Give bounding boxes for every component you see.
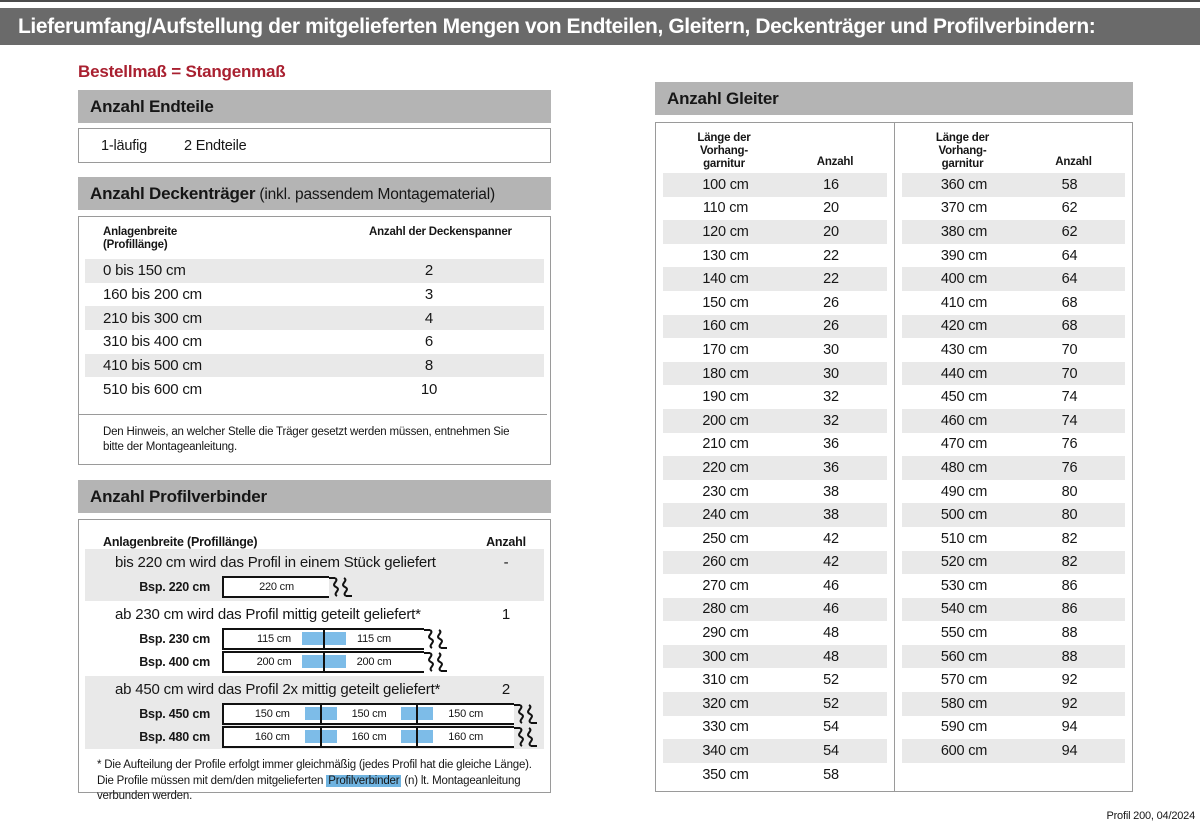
table-row (663, 645, 887, 669)
length-cell: 350 cm (702, 766, 749, 783)
count-cell: 20 (823, 223, 839, 240)
subtitle: Bestellmaß = Stangenmaß (78, 62, 286, 81)
count-cell: 52 (823, 672, 839, 689)
length-cell: 250 cm (702, 530, 749, 547)
count-cell: 30 (823, 341, 839, 358)
table-row (902, 433, 1126, 457)
group-count: 2 (501, 680, 511, 698)
length-cell: 200 cm (702, 412, 749, 429)
count-cell: 3 (424, 286, 434, 304)
column-header-anzahl: Anzahl (1055, 156, 1092, 168)
segment-label: 150 cm (254, 707, 290, 720)
count-cell: 48 (823, 625, 839, 642)
range-cell: 510 bis 600 cm (103, 380, 202, 398)
segment-label: 160 cm (254, 730, 290, 743)
count-cell: 30 (823, 365, 839, 382)
segment-label: 150 cm (351, 707, 387, 720)
example-row (85, 575, 544, 598)
length-cell: 500 cm (940, 507, 988, 524)
table-row (663, 362, 887, 386)
length-cell: 440 cm (940, 365, 988, 382)
count-cell: 88 (1061, 625, 1078, 642)
section-header-profilverbinder (78, 480, 551, 513)
length-cell: 130 cm (702, 247, 749, 264)
gleiter-table (655, 122, 1133, 792)
table-row (902, 456, 1126, 480)
length-cell: 310 cm (702, 672, 749, 689)
profilverbinder-group-2 (85, 601, 544, 673)
count-cell: 58 (1061, 176, 1078, 193)
length-cell: 540 cm (940, 601, 988, 618)
deckentraeger-rows (85, 259, 544, 401)
table-row (663, 692, 887, 716)
table-row (663, 598, 887, 622)
length-cell: 380 cm (940, 223, 988, 240)
page-title: Lieferumfang/Aufstellung der mitgelieferten Mengen von Endteilen, Gleitern, Deckenträger und Profilverbindern: (18, 15, 1096, 38)
group-count: 1 (501, 605, 511, 623)
profile-diagram (222, 576, 329, 598)
table-row (85, 283, 544, 307)
table-row (902, 197, 1126, 221)
gleiter-header-left (656, 123, 894, 173)
count-cell: 6 (424, 333, 434, 351)
segment-label: 150 cm (448, 707, 484, 720)
table-row (902, 598, 1126, 622)
example-row (85, 725, 544, 748)
count-cell: 64 (1061, 271, 1078, 288)
count-cell: 32 (823, 389, 839, 406)
length-cell: 480 cm (940, 459, 988, 476)
table-row (902, 480, 1126, 504)
table-row (902, 291, 1126, 315)
count-cell: 4 (424, 309, 434, 327)
section-header-deckentraeger (78, 177, 551, 210)
count-cell: 68 (1061, 318, 1078, 335)
profile-break-icon (424, 651, 447, 673)
table-row (902, 716, 1126, 740)
count-cell: 58 (823, 766, 839, 783)
length-cell: 290 cm (702, 625, 749, 642)
count-cell: 70 (1061, 365, 1078, 382)
length-cell: 340 cm (702, 743, 749, 760)
section-header-gleiter-label: Anzahl Gleiter (667, 89, 779, 108)
table-row (663, 315, 887, 339)
count-cell: 80 (1061, 483, 1078, 500)
column-header-anzahl: Anzahl (816, 156, 854, 168)
table-row (902, 621, 1126, 645)
count-cell: 70 (1061, 341, 1078, 358)
length-cell: 110 cm (702, 200, 749, 217)
gleiter-header-right (895, 123, 1133, 173)
range-cell: 310 bis 400 cm (103, 333, 202, 351)
table-row (902, 551, 1126, 575)
deckentraeger-table-header (79, 217, 550, 256)
connector-icon (305, 705, 337, 723)
table-row (902, 527, 1126, 551)
table-row (663, 338, 887, 362)
profilverbinder-footnote: * Die Aufteilung der Profile erfolgt immer gleichmäßig (jedes Profil hat die gleiche Länge). Die Profile müssen mit dem/den mitgelieferten Profilverbinder (n) lt. Montageanleitung verbunden werden. (97, 759, 532, 802)
length-cell: 180 cm (702, 365, 749, 382)
segment-label: 200 cm (356, 655, 392, 668)
length-cell: 220 cm (702, 459, 749, 476)
table-row (902, 409, 1126, 433)
count-cell: 62 (1061, 223, 1078, 240)
count-cell: 76 (1061, 436, 1078, 453)
section-header-profilverbinder-label: Anzahl Profilverbinder (90, 487, 267, 506)
length-cell: 320 cm (702, 695, 749, 712)
group-text: ab 450 cm wird das Profil 2x mittig geteilt geliefert* (115, 680, 441, 698)
length-cell: 580 cm (940, 695, 988, 712)
length-cell: 590 cm (940, 719, 988, 736)
highlighted-term: Profilverbinder (328, 774, 400, 787)
table-row (663, 739, 887, 763)
table-row (902, 574, 1126, 598)
count-cell: 46 (823, 601, 839, 618)
length-cell: 270 cm (702, 577, 749, 594)
table-row (85, 354, 544, 378)
count-cell: 32 (823, 412, 839, 429)
length-cell: 460 cm (940, 412, 988, 429)
count-cell: 62 (1061, 200, 1078, 217)
group-count: - (503, 553, 509, 571)
column-header-anlagenbreite: Anlagenbreite (Profillänge) (103, 535, 258, 549)
table-row (663, 480, 887, 504)
section-header-deckentraeger-suffix: (inkl. passendem Montagematerial) (255, 186, 495, 203)
example-label: Bsp. 480 cm (139, 729, 210, 744)
profile-break-icon (514, 726, 537, 748)
count-cell: 36 (823, 459, 839, 476)
range-cell: 210 bis 300 cm (103, 309, 202, 327)
profile-diagram (222, 726, 514, 748)
column-header-deckenspanner: Anzahl der Deckenspanner (369, 226, 512, 238)
profilverbinder-table (78, 519, 551, 802)
length-cell: 260 cm (702, 554, 749, 571)
count-cell: 38 (823, 507, 839, 524)
table-row (902, 244, 1126, 268)
section-header-endteile (78, 90, 551, 123)
count-cell: 94 (1061, 719, 1078, 736)
deckentraeger-note: Den Hinweis, an welcher Stelle die Träger gesetzt werden müssen, entnehmen Sie bitte der Montageanleitung. (79, 414, 547, 455)
connector-icon (401, 705, 433, 723)
connector-icon (302, 630, 346, 648)
profilverbinder-group-1 (85, 549, 544, 601)
length-cell: 550 cm (940, 625, 988, 642)
profile-break-icon (329, 576, 352, 598)
document-footer: Profil 200, 04/2024 (1106, 810, 1195, 822)
table-row (902, 385, 1126, 409)
length-cell: 370 cm (940, 200, 988, 217)
example-label: Bsp. 400 cm (139, 654, 210, 669)
length-cell: 100 cm (702, 176, 749, 193)
count-cell: 38 (823, 483, 839, 500)
length-cell: 360 cm (940, 176, 988, 193)
table-row (902, 267, 1126, 291)
length-cell: 390 cm (940, 247, 988, 264)
profile-break-icon (514, 703, 537, 725)
range-cell: 410 bis 500 cm (103, 357, 202, 375)
example-row (85, 650, 544, 673)
length-cell: 240 cm (702, 507, 749, 524)
length-cell: 230 cm (702, 483, 749, 500)
count-cell: 64 (1061, 247, 1078, 264)
length-cell: 410 cm (940, 294, 988, 311)
page-top-rule (0, 0, 1200, 2)
count-cell: 8 (424, 357, 434, 375)
length-cell: 330 cm (702, 719, 749, 736)
profile-diagram (222, 651, 424, 673)
table-row (663, 574, 887, 598)
group-text: bis 220 cm wird das Profil in einem Stück geliefert (115, 553, 436, 571)
count-cell: 94 (1061, 743, 1078, 760)
count-cell: 36 (823, 436, 839, 453)
table-row (902, 692, 1126, 716)
count-cell: 26 (823, 294, 839, 311)
table-row (663, 433, 887, 457)
example-label: Bsp. 450 cm (139, 706, 210, 721)
table-row (663, 527, 887, 551)
section-header-endteile-label: Anzahl Endteile (90, 97, 214, 116)
profile-diagram (222, 628, 424, 650)
table-row (663, 291, 887, 315)
table-row (663, 409, 887, 433)
table-row (902, 338, 1126, 362)
example-label: Bsp. 220 cm (139, 579, 210, 594)
table-row (663, 456, 887, 480)
connector-icon (302, 653, 346, 671)
count-cell: 54 (823, 719, 839, 736)
segment-label: 220 cm (259, 580, 294, 593)
table-row (663, 173, 887, 197)
table-row (902, 503, 1126, 527)
table-row (902, 362, 1126, 386)
count-cell: 26 (823, 318, 839, 335)
segment-label: 115 cm (256, 632, 292, 645)
range-cell: 0 bis 150 cm (103, 262, 186, 280)
table-row (902, 173, 1126, 197)
table-row (663, 244, 887, 268)
section-header-gleiter (655, 82, 1133, 115)
length-cell: 300 cm (702, 648, 749, 665)
segment-label: 160 cm (351, 730, 387, 743)
count-cell: 80 (1061, 507, 1078, 524)
range-cell: 160 bis 200 cm (103, 286, 202, 304)
example-row (85, 627, 544, 650)
count-cell: 42 (823, 530, 839, 547)
count-cell: 68 (1061, 294, 1078, 311)
length-cell: 120 cm (702, 223, 749, 240)
length-cell: 170 cm (702, 341, 749, 358)
example-label: Bsp. 230 cm (139, 631, 210, 646)
profilverbinder-table-header (79, 520, 550, 549)
table-row (85, 306, 544, 330)
table-row (663, 621, 887, 645)
count-cell: 20 (823, 200, 839, 217)
count-cell: 48 (823, 648, 839, 665)
endteile-count-cell: 2 Endteile (184, 137, 247, 154)
count-cell: 92 (1061, 672, 1078, 689)
count-cell: 10 (420, 380, 438, 398)
length-cell: 470 cm (940, 436, 988, 453)
count-cell: 16 (823, 176, 839, 193)
table-row (902, 645, 1126, 669)
length-cell: 560 cm (940, 648, 988, 665)
gleiter-rows-left (656, 173, 894, 786)
length-cell: 430 cm (940, 341, 988, 358)
length-cell: 520 cm (940, 554, 988, 571)
count-cell: 92 (1061, 695, 1078, 712)
column-header-anlagenbreite: Anlagenbreite (Profillänge) (103, 226, 178, 251)
endteile-type-cell: 1-läufig (101, 137, 147, 154)
length-cell: 530 cm (940, 577, 988, 594)
table-row (663, 220, 887, 244)
segment-label: 200 cm (256, 655, 292, 668)
table-row (85, 377, 544, 401)
length-cell: 490 cm (940, 483, 988, 500)
group-text: ab 230 cm wird das Profil mittig geteilt geliefert* (115, 605, 421, 623)
table-row (663, 716, 887, 740)
length-cell: 600 cm (940, 743, 988, 760)
length-cell: 160 cm (702, 318, 749, 335)
count-cell: 2 (424, 262, 434, 280)
gleiter-table-left (656, 123, 894, 791)
connector-icon (305, 728, 337, 746)
profile-diagram (222, 703, 514, 725)
table-row (663, 551, 887, 575)
table-row (663, 668, 887, 692)
column-header-laenge: Länge der Vorhang- garnitur (935, 132, 990, 170)
count-cell: 22 (823, 247, 839, 264)
table-row (663, 763, 887, 787)
length-cell: 450 cm (940, 389, 988, 406)
deckentraeger-table (78, 216, 551, 465)
segment-label: 115 cm (356, 632, 392, 645)
profile-break-icon (424, 628, 447, 650)
table-row (902, 739, 1126, 763)
gleiter-table-right (894, 123, 1133, 791)
count-cell: 82 (1061, 554, 1078, 571)
connector-icon (401, 728, 433, 746)
profilverbinder-group-3 (85, 676, 544, 749)
table-row (663, 385, 887, 409)
count-cell: 46 (823, 577, 839, 594)
column-header-laenge: Länge der Vorhang- garnitur (697, 132, 751, 170)
example-row (85, 702, 544, 725)
count-cell: 74 (1061, 389, 1078, 406)
length-cell: 280 cm (702, 601, 749, 618)
table-row (663, 197, 887, 221)
endteile-table (78, 128, 551, 163)
count-cell: 86 (1061, 577, 1078, 594)
count-cell: 86 (1061, 601, 1078, 618)
count-cell: 88 (1061, 648, 1078, 665)
segment-label: 160 cm (448, 730, 484, 743)
title-bar (0, 8, 1200, 45)
column-header-anzahl: Anzahl (486, 535, 526, 549)
length-cell: 400 cm (940, 271, 988, 288)
gleiter-rows-right (895, 173, 1133, 763)
count-cell: 82 (1061, 530, 1078, 547)
count-cell: 74 (1061, 412, 1078, 429)
table-row (663, 503, 887, 527)
section-header-deckentraeger-label: Anzahl Deckenträger (90, 184, 256, 203)
table-row (902, 668, 1126, 692)
count-cell: 22 (823, 271, 839, 288)
count-cell: 52 (823, 695, 839, 712)
table-row (85, 259, 544, 283)
length-cell: 420 cm (940, 318, 988, 335)
table-row (663, 267, 887, 291)
length-cell: 210 cm (702, 436, 749, 453)
count-cell: 76 (1061, 459, 1078, 476)
table-row (902, 315, 1126, 339)
table-row (85, 330, 544, 354)
count-cell: 42 (823, 554, 839, 571)
length-cell: 510 cm (940, 530, 988, 547)
length-cell: 150 cm (702, 294, 749, 311)
count-cell: 54 (823, 743, 839, 760)
table-row (902, 220, 1126, 244)
length-cell: 140 cm (702, 271, 749, 288)
length-cell: 570 cm (940, 672, 988, 689)
length-cell: 190 cm (702, 389, 749, 406)
